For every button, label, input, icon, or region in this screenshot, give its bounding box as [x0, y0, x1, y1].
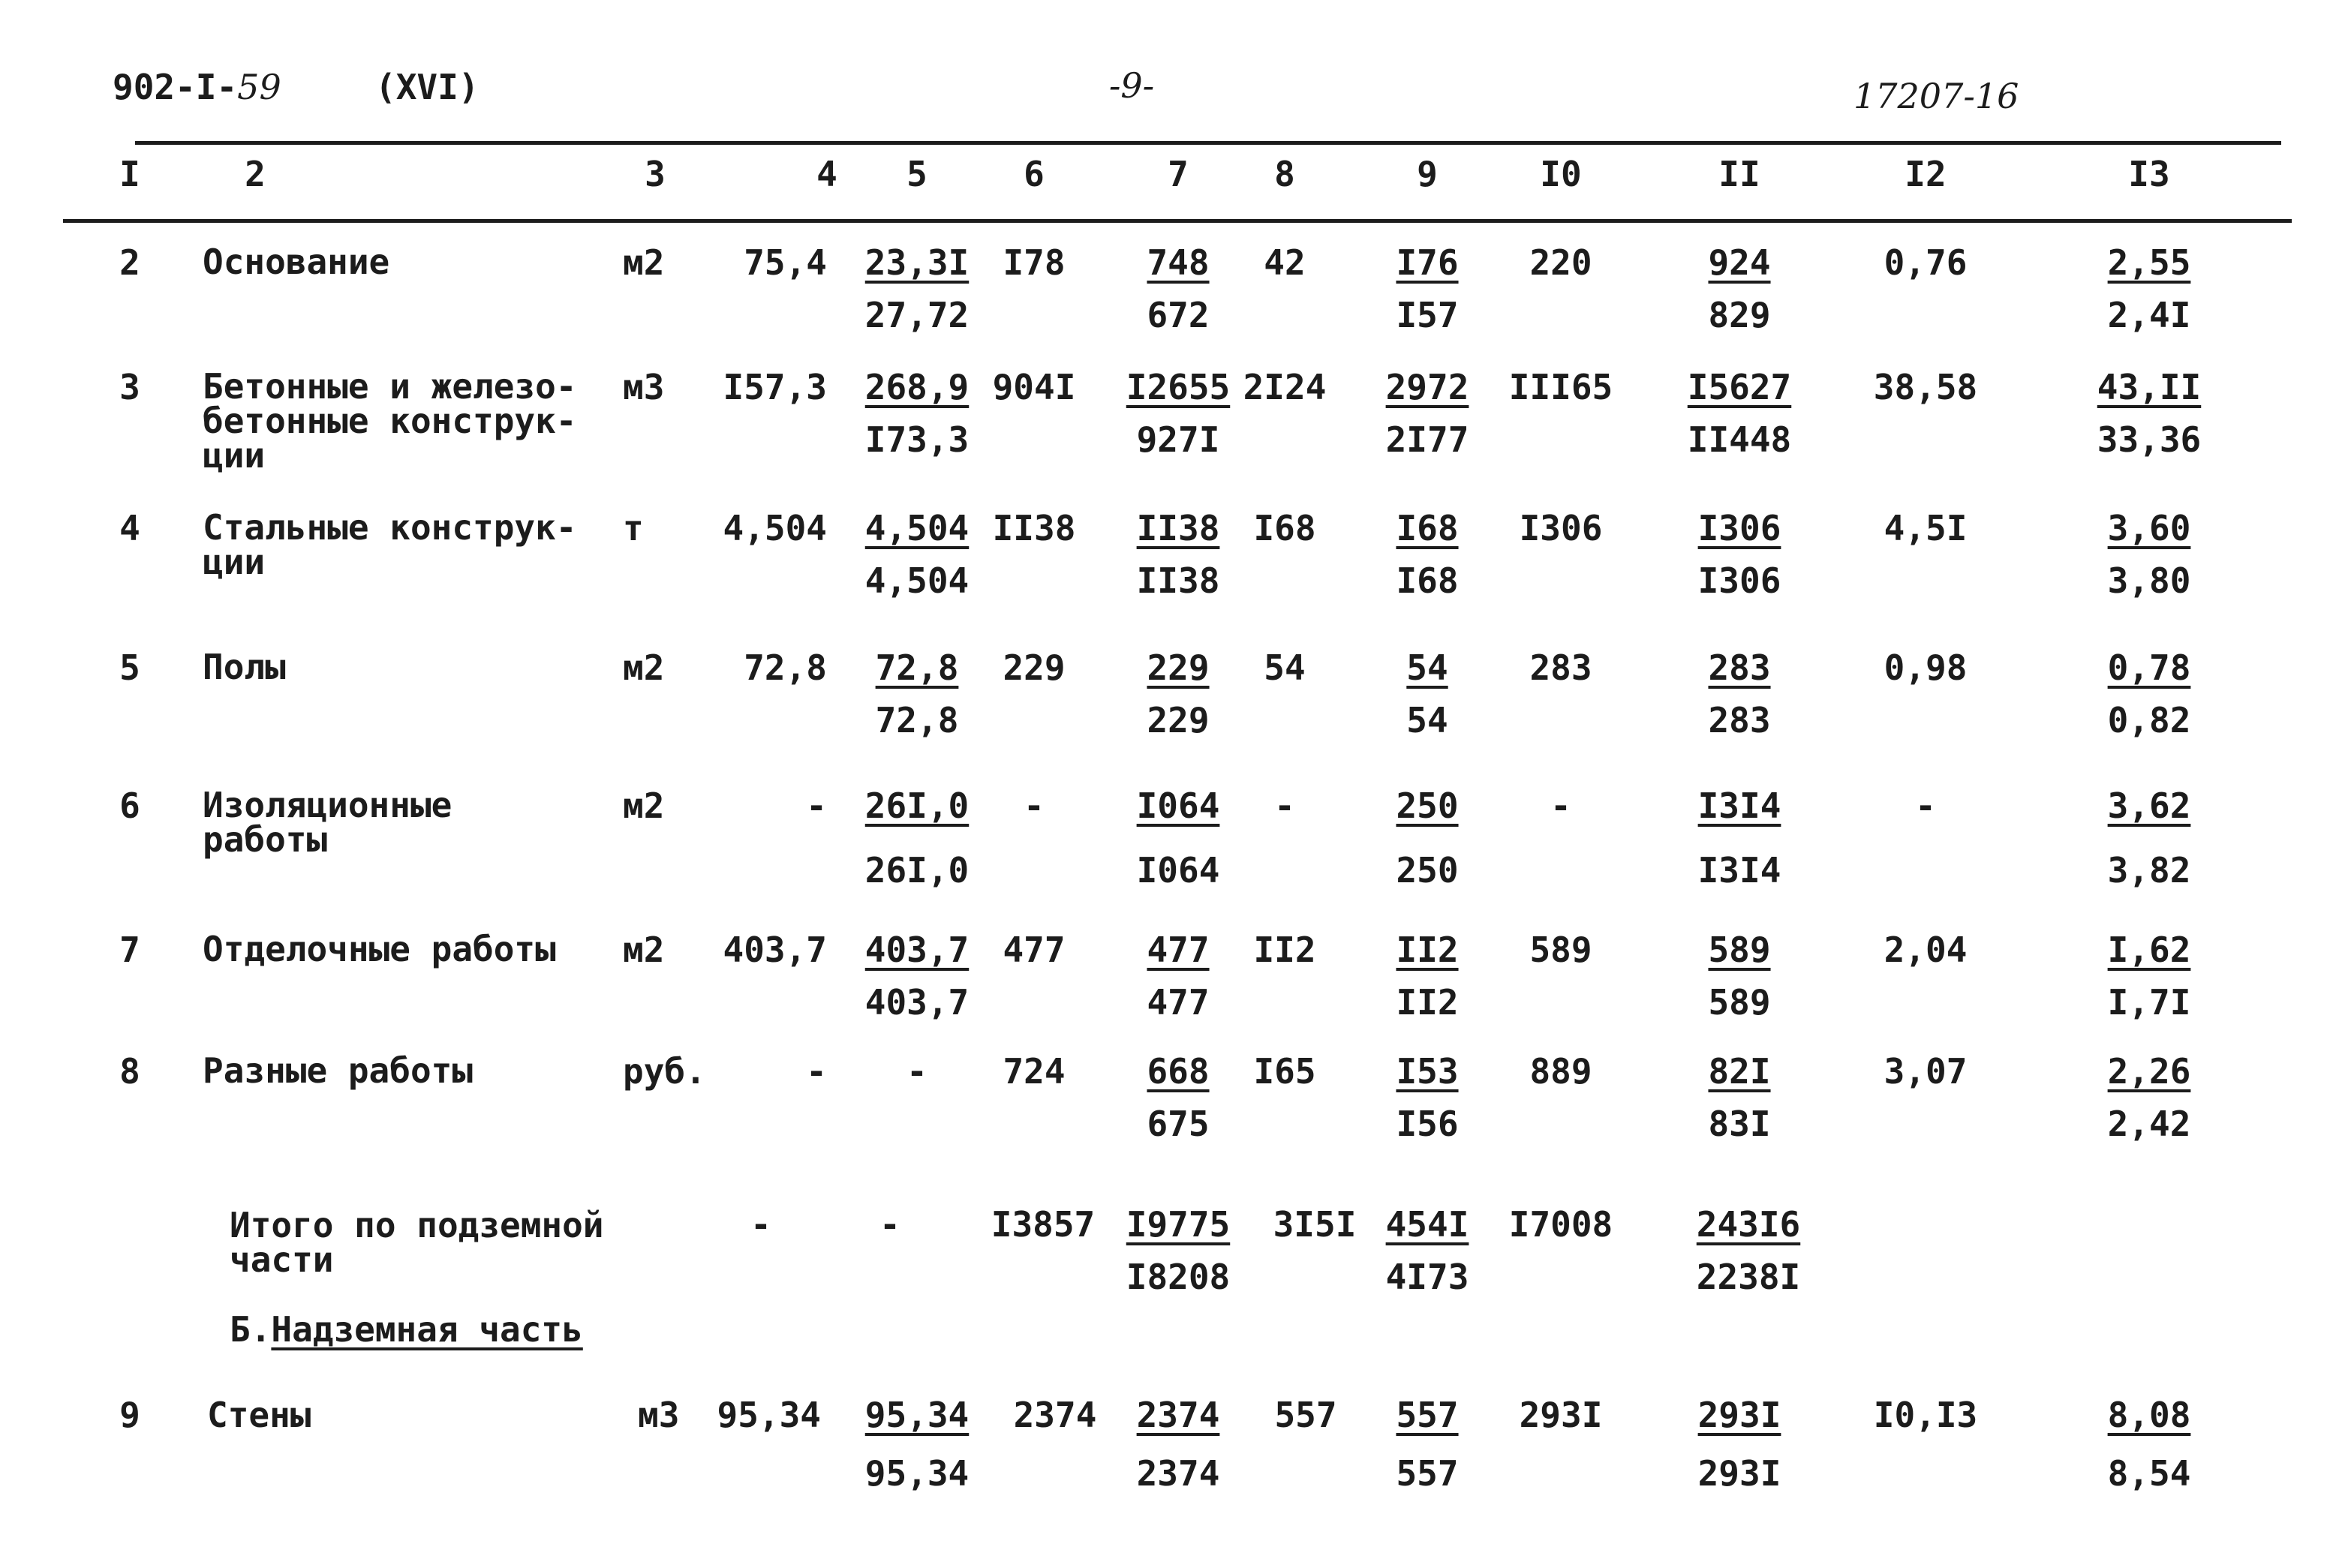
column-number-2: 2 — [245, 154, 266, 194]
subtotal-col-4: - — [750, 1204, 771, 1245]
cost-col-6: 477 — [1003, 930, 1066, 970]
cost-col-12: - — [1915, 786, 1936, 826]
cost-col-10: 220 — [1529, 242, 1592, 283]
value-c5-bottom: 72,8 — [875, 700, 959, 740]
document-code-handwritten: 59 — [237, 67, 281, 107]
value-c13-bottom: 0,82 — [2107, 700, 2191, 740]
value-c9-bottom: I57 — [1396, 295, 1459, 335]
value-c11-bottom: 83I — [1708, 1104, 1771, 1144]
column-number-13: I3 — [2128, 154, 2170, 194]
subtotal-col-10: I7008 — [1508, 1204, 1613, 1245]
work-name: Отделочные работы — [203, 929, 556, 969]
cost-col-10: 283 — [1529, 647, 1592, 688]
value-c9-top: I68 — [1396, 508, 1459, 548]
unit: м2 — [623, 930, 665, 970]
cost-col-12: I0,I3 — [1873, 1395, 1978, 1435]
value-c13-top: 2,26 — [2107, 1051, 2191, 1092]
section-heading-prefix: Б. — [230, 1309, 272, 1350]
document-code-printed: 902-I- — [113, 67, 238, 107]
page-number: -9- — [1108, 65, 1155, 106]
row-number: 4 — [119, 508, 140, 548]
value-c7-bottom: II38 — [1136, 560, 1220, 601]
value-c9-bottom: II2 — [1396, 982, 1459, 1023]
quantity: 95,34 — [717, 1395, 821, 1435]
value-c7-top: II38 — [1136, 508, 1220, 548]
unit: м3 — [638, 1395, 680, 1435]
value-c7-bottom: 672 — [1147, 295, 1210, 335]
cost-col-10: III65 — [1508, 367, 1613, 407]
column-number-4: 4 — [816, 154, 837, 194]
document-code — [113, 66, 281, 108]
value-c5-top: 4,504 — [864, 508, 970, 548]
header-bottom-rule — [63, 219, 2292, 223]
value-c11-bottom: 589 — [1708, 982, 1771, 1023]
value-c7-bottom: 927I — [1136, 419, 1220, 460]
cost-col-8: 54 — [1264, 647, 1306, 688]
value-c11-top: 924 — [1708, 242, 1771, 283]
unit: т — [623, 508, 644, 548]
row-number: 6 — [119, 786, 140, 826]
work-name: Основание — [203, 242, 390, 282]
value-c5-top: 95,34 — [864, 1395, 970, 1435]
value-c13-top: 43,II — [2097, 367, 2202, 407]
quantity: 4,504 — [723, 508, 827, 548]
value-c13-top: I,62 — [2107, 930, 2191, 970]
cost-col-12: 0,76 — [1884, 242, 1968, 283]
value-c11-bottom: 293I — [1697, 1453, 1781, 1494]
value-c13-top: 3,62 — [2107, 786, 2191, 826]
value-c13-bottom: 2,42 — [2107, 1104, 2191, 1144]
value-c5-bottom: 27,72 — [864, 295, 970, 335]
cost-col-12: 3,07 — [1884, 1051, 1968, 1092]
subtotal-col-8: 3I5I — [1273, 1204, 1357, 1245]
subtotal-col-5: - — [879, 1204, 900, 1245]
value-c13-top: 2,55 — [2107, 242, 2191, 283]
value-c13-bottom: 8,54 — [2107, 1453, 2191, 1494]
value-c13-bottom: 2,4I — [2107, 295, 2191, 335]
subtotal-col-7-bottom: I8208 — [1126, 1257, 1231, 1297]
value-c11-top: 82I — [1708, 1051, 1771, 1092]
value-c11-top: 283 — [1708, 647, 1771, 688]
column-number-12: I2 — [1905, 154, 1947, 194]
value-c11-bottom: II448 — [1687, 419, 1792, 460]
cost-col-8: 557 — [1274, 1395, 1337, 1435]
cost-col-8: II2 — [1253, 930, 1316, 970]
value-c5-top: 268,9 — [864, 367, 970, 407]
value-c7-bottom: 477 — [1147, 982, 1210, 1023]
value-c9-top: I53 — [1396, 1051, 1459, 1092]
section-heading — [230, 1308, 583, 1350]
column-number-8: 8 — [1274, 154, 1295, 194]
subtotal-col-11-top: 243I6 — [1696, 1204, 1801, 1245]
value-c5-bottom: 95,34 — [864, 1453, 970, 1494]
cost-col-6: 229 — [1003, 647, 1066, 688]
cost-col-8: I68 — [1253, 508, 1316, 548]
value-c9-top: 2972 — [1385, 367, 1469, 407]
value-c7-top: 748 — [1147, 242, 1210, 283]
value-c9-bottom: I56 — [1396, 1104, 1459, 1144]
value-c5-top: - — [906, 1051, 927, 1092]
value-c5-top: 403,7 — [864, 930, 970, 970]
value-c5-top: 72,8 — [875, 647, 959, 688]
column-number-5: 5 — [906, 154, 927, 194]
table-top-rule — [135, 141, 2281, 145]
value-c9-top: II2 — [1396, 930, 1459, 970]
row-number: 9 — [119, 1395, 140, 1435]
cost-col-12: 4,5I — [1884, 508, 1968, 548]
column-number-1: I — [119, 154, 140, 194]
quantity: - — [806, 1051, 827, 1092]
value-c7-top: 229 — [1147, 647, 1210, 688]
section-heading-title: Надземная часть — [271, 1309, 583, 1350]
column-number-9: 9 — [1417, 154, 1438, 194]
value-c5-bottom: I73,3 — [864, 419, 970, 460]
row-number: 7 — [119, 930, 140, 970]
value-c9-bottom: 557 — [1396, 1453, 1459, 1494]
value-c11-bottom: 283 — [1708, 700, 1771, 740]
value-c7-top: 477 — [1147, 930, 1210, 970]
value-c11-top: I3I4 — [1697, 786, 1781, 826]
value-c9-bottom: 250 — [1396, 850, 1459, 891]
cost-col-6: II38 — [992, 508, 1076, 548]
column-number-10: I0 — [1540, 154, 1582, 194]
value-c7-top: I2655 — [1126, 367, 1231, 407]
value-c9-bottom: 54 — [1406, 700, 1448, 740]
document-volume: (XVI) — [375, 67, 480, 107]
value-c13-top: 0,78 — [2107, 647, 2191, 688]
archive-number: 17207-16 — [1853, 76, 2019, 116]
cost-col-8: I65 — [1253, 1051, 1316, 1092]
value-c13-bottom: 3,82 — [2107, 850, 2191, 891]
cost-col-10: 293I — [1519, 1395, 1603, 1435]
value-c9-top: 557 — [1396, 1395, 1459, 1435]
subtotal-col-9-top: 454I — [1385, 1204, 1469, 1245]
unit: м3 — [623, 367, 665, 407]
value-c13-bottom: 33,36 — [2097, 419, 2202, 460]
column-number-3: 3 — [645, 154, 666, 194]
work-name: Разные работы — [203, 1050, 474, 1091]
column-number-7: 7 — [1168, 154, 1189, 194]
value-c11-top: 293I — [1697, 1395, 1781, 1435]
cost-col-8: - — [1274, 786, 1295, 826]
work-name: Полы — [203, 647, 286, 687]
subtotal-col-9-bottom: 4I73 — [1385, 1257, 1469, 1297]
quantity: I57,3 — [723, 367, 827, 407]
value-c7-top: 668 — [1147, 1051, 1210, 1092]
value-c5-bottom: 403,7 — [864, 982, 970, 1023]
row-number: 5 — [119, 647, 140, 688]
value-c11-bottom: 829 — [1708, 295, 1771, 335]
subtotal-col-6: I3857 — [991, 1204, 1096, 1245]
unit: руб. — [623, 1051, 706, 1092]
column-number-11: II — [1718, 154, 1760, 194]
row-number: 3 — [119, 367, 140, 407]
value-c13-bottom: 3,80 — [2107, 560, 2191, 601]
subtotal-col-7-top: I9775 — [1126, 1204, 1231, 1245]
subtotal-label: Итого по подземной части — [230, 1205, 604, 1280]
cost-col-6: - — [1024, 786, 1045, 826]
value-c5-top: 23,3I — [864, 242, 970, 283]
cost-col-8: 42 — [1264, 242, 1306, 283]
value-c5-bottom: 26I,0 — [864, 850, 970, 891]
value-c7-bottom: 229 — [1147, 700, 1210, 740]
cost-col-10: 589 — [1529, 930, 1592, 970]
value-c7-bottom: 675 — [1147, 1104, 1210, 1144]
value-c11-bottom: I306 — [1697, 560, 1781, 601]
quantity: 72,8 — [744, 647, 827, 688]
value-c9-top: 250 — [1396, 786, 1459, 826]
work-name: Стены — [207, 1395, 311, 1435]
work-name: Изоляционные работы — [203, 785, 452, 860]
cost-col-12: 38,58 — [1873, 367, 1978, 407]
cost-col-6: I78 — [1003, 242, 1066, 283]
cost-col-6: 904I — [992, 367, 1076, 407]
value-c7-top: 2374 — [1136, 1395, 1220, 1435]
value-c5-top: 26I,0 — [864, 786, 970, 826]
row-number: 2 — [119, 242, 140, 283]
row-number: 8 — [119, 1051, 140, 1092]
work-name: Стальные конструк- ции — [203, 507, 577, 582]
value-c11-top: 589 — [1708, 930, 1771, 970]
cost-col-8: 2I24 — [1243, 367, 1327, 407]
value-c13-bottom: I,7I — [2107, 982, 2191, 1023]
value-c7-bottom: I064 — [1136, 850, 1220, 891]
cost-col-12: 0,98 — [1884, 647, 1968, 688]
value-c11-top: I5627 — [1687, 367, 1792, 407]
cost-col-10: 889 — [1529, 1051, 1592, 1092]
value-c13-top: 3,60 — [2107, 508, 2191, 548]
cost-col-6: 2374 — [1013, 1395, 1097, 1435]
quantity: 403,7 — [723, 930, 827, 970]
value-c5-bottom: 4,504 — [864, 560, 970, 601]
value-c7-bottom: 2374 — [1136, 1453, 1220, 1494]
value-c9-top: I76 — [1396, 242, 1459, 283]
value-c11-bottom: I3I4 — [1697, 850, 1781, 891]
value-c13-top: 8,08 — [2107, 1395, 2191, 1435]
column-number-6: 6 — [1024, 154, 1045, 194]
unit: м2 — [623, 647, 665, 688]
value-c7-top: I064 — [1136, 786, 1220, 826]
value-c9-bottom: I68 — [1396, 560, 1459, 601]
value-c9-top: 54 — [1406, 647, 1448, 688]
subtotal-col-11-bottom: 2238I — [1696, 1257, 1801, 1297]
cost-col-10: I306 — [1519, 508, 1603, 548]
value-c9-bottom: 2I77 — [1385, 419, 1469, 460]
work-name: Бетонные и железо- бетонные конструк- ции — [203, 366, 577, 476]
cost-col-12: 2,04 — [1884, 930, 1968, 970]
cost-col-10: - — [1550, 786, 1571, 826]
quantity: - — [806, 786, 827, 826]
value-c11-top: I306 — [1697, 508, 1781, 548]
quantity: 75,4 — [744, 242, 827, 283]
unit: м2 — [623, 242, 665, 283]
unit: м2 — [623, 786, 665, 826]
cost-col-6: 724 — [1003, 1051, 1066, 1092]
